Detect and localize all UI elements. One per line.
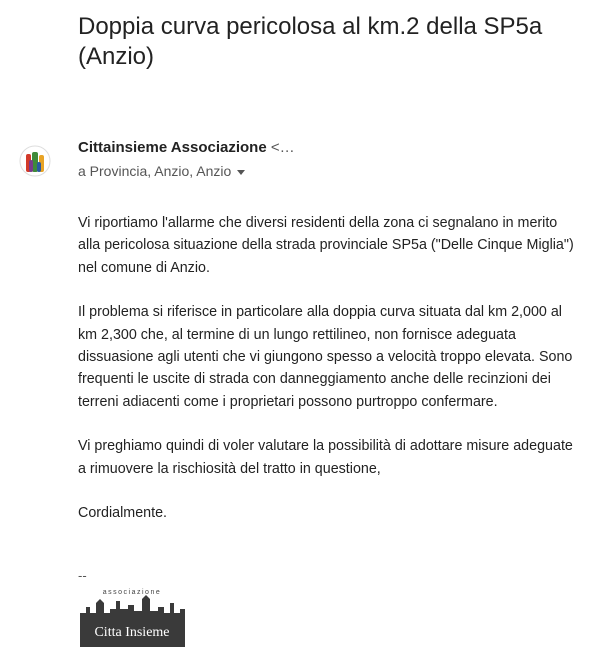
signature-separator: -- — [78, 568, 87, 583]
recipients-line — [78, 163, 245, 179]
avatar-logo-icon — [18, 140, 52, 182]
recipients-text: a Provincia, Anzio, Anzio — [78, 163, 232, 179]
logo-top-text: associazione — [102, 589, 162, 596]
body-paragraph: Cordialmente. — [78, 505, 167, 522]
email-body — [78, 212, 578, 546]
sender-avatar[interactable] — [18, 140, 52, 182]
logo-main-text: Citta Insieme — [94, 625, 170, 640]
sender-name[interactable]: Cittainsieme Associazione — [78, 139, 267, 156]
body-paragraph: Vi preghiamo quindi di voler valutare la possibilità di adottare misure adeguate a rimuovere la rischiosità del tratto in questione, — [78, 438, 573, 477]
body-paragraph: Il problema si riferisce in particolare alla doppia curva situata dal km 2,000 al km 2,300 che, al termine di un lungo rettilineo, non fornisce adeguata dissuasione agli utenti che vi giungono spesso a velocità troppo elevata. Sono frequenti le uscite di strada con danneggiamento anche delle recinzioni dei terreni adiacenti come i proprietari possono purtroppo confermare. — [78, 304, 573, 410]
show-details-caret-icon[interactable] — [237, 170, 245, 175]
email-subject: Doppia curva pericolosa al km.2 della SP5a (Anzio) — [78, 13, 543, 70]
body-paragraph: Vi riportiamo l'allarme che diversi residenti della zona ci segnalano in merito alla pericolosa situazione della strada provinciale SP5a ("Delle Cinque Miglia") nel comune di Anzio. — [78, 215, 574, 276]
sender-email[interactable]: <… — [270, 139, 295, 156]
signature-logo — [80, 585, 185, 647]
sender-line — [78, 139, 295, 156]
